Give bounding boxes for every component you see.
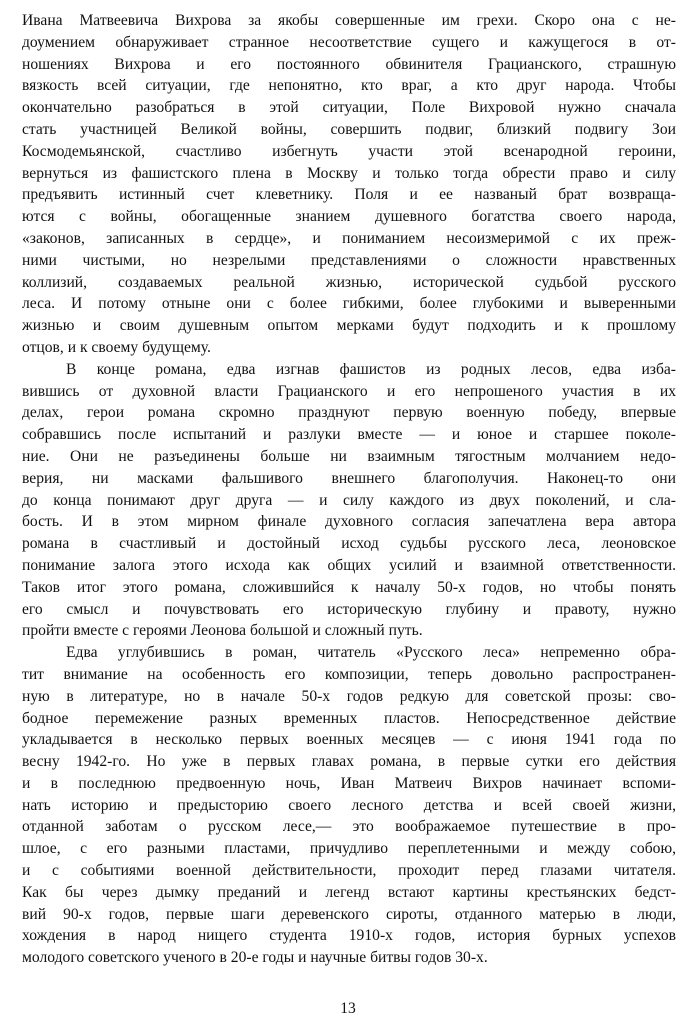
body-text — [22, 10, 676, 969]
text-line: стать участницей Великой войны, совершить подвиг, близкий подвигу Зои — [22, 120, 676, 138]
text-line: жизнью и своим душевным опытом мерками будут подходить и к прошлому — [22, 317, 676, 335]
page-number: 13 — [340, 1000, 356, 1017]
text-line: Как бы через дымку преданий и легенд встают картины крестьянских бедст- — [22, 883, 676, 901]
text-line: «законов, записанных в сердце», и пониманием несоизмеримой с их преж- — [22, 229, 676, 247]
text-line: бодное перемежение разных временных пластов. Непосредственное действие — [22, 709, 676, 727]
text-line: укладывается в несколько первых военных месяцев — с июня 1941 года по — [22, 731, 676, 749]
paragraph — [22, 10, 676, 359]
text-line: предъявить истинный счет клеветнику. Поля и ее названый брат возвраща- — [22, 186, 676, 204]
text-line: доумением обнаруживает странное несоответствие сущего и кажущегося в от- — [22, 33, 676, 51]
text-line: верия, ни масками фальшивого внешнего благополучия. Наконец-то они — [22, 469, 676, 487]
text-line: Таков итог этого романа, сложившийся к началу 50-х годов, но чтобы понять — [22, 578, 676, 596]
text-line: Космодемьянской, счастливо избегнуть участи этой всенародной героини, — [22, 142, 676, 160]
text-line: отданной заботам о русском лесе,— это воображаемое путешествие в про- — [22, 818, 676, 836]
text-line: В конце романа, едва изгнав фашистов из родных лесов, едва изба- — [66, 360, 676, 378]
text-line: ними чистыми, но незрелыми представлениями о сложности нравственных — [22, 251, 676, 269]
paragraph — [22, 359, 676, 642]
text-line: ношениях Вихрова и его постоянного обвинителя Грацианского, страшную — [22, 55, 676, 73]
text-line: леса. И потому отныне они с более гибкими, более глубокими и выверенными — [22, 295, 676, 313]
text-line: понимание залога этого исхода как общих усилий и взаимной ответственности. — [22, 556, 676, 574]
text-line: делах, герои романа скромно празднуют первую военную победу, впервые — [22, 404, 676, 422]
text-line: Едва углубившись в роман, читатель «Русского леса» непременно обра- — [66, 644, 676, 662]
text-line: ную в литературе, но в начале 50-х годов редкую для советской прозы: сво- — [22, 687, 676, 705]
text-line: до конца понимают друг друга — и силу каждого из двух поколений, и сла- — [22, 491, 676, 509]
text-line: вязкость всей ситуации, где непонятно, кто враг, а кто друг народа. Чтобы — [22, 77, 676, 95]
text-line: собравшись после испытаний и разлуки вместе — и юное и старшее поколе- — [22, 426, 676, 444]
text-line: вившись от духовной власти Грацианского и его непрошеного участия в их — [22, 382, 676, 400]
text-line: вий 90-х годов, первые шаги деревенского сироты, отданного матерью в люди, — [22, 905, 676, 923]
text-line: тит внимание на особенность его композиции, теперь довольно распространен- — [22, 665, 676, 683]
text-line: и в последнюю предвоенную ночь, Иван Матвеич Вихров начинает вспоми- — [22, 774, 676, 792]
text-line: романа в счастливый и достойный исход судьбы русского леса, леоновское — [22, 535, 676, 553]
text-line: нать историю и предысторию своего лесного детства и всей своей жизни, — [22, 796, 676, 814]
text-line: отцов, и к своему будущему. — [22, 338, 211, 356]
text-line: хождения в народ нищего студента 1910-х годов, история бурных успехов — [22, 927, 676, 945]
text-line: молодого советского ученого в 20-е годы и научные битвы годов 30-х. — [22, 949, 488, 967]
text-line: бость. И в этом мирном финале духовного согласия запечатлена вера автора — [22, 513, 676, 531]
text-line: весну 1942-го. Но уже в первых главах романа, в первые сутки его действия — [22, 753, 676, 771]
paragraph — [22, 642, 676, 969]
text-line: шлое, с его разными пластами, причудливо переплетенными и между собою, — [22, 840, 676, 858]
text-line: ются с войны, обогащенные знанием душевного богатства своего народа, — [22, 208, 676, 226]
text-line: Ивана Матвеевича Вихрова за якобы совершенные им грехи. Скоро она с не- — [22, 12, 676, 29]
text-line: его смысл и почувствовать его историческую глубину и правоту, нужно — [22, 600, 676, 618]
text-line: ние. Они не разъединены больше ни взаимным тягостным молчанием недо- — [22, 447, 676, 465]
text-line: окончательно разобраться в этой ситуации, Поле Вихровой нужно сначала — [22, 99, 676, 117]
text-line: пройти вместе с героями Леонова большой и сложный путь. — [22, 622, 423, 640]
text-line: коллизий, создаваемых реальной жизнью, исторической судьбой русского — [22, 273, 676, 291]
text-line: и с событиями военной действительности, проходит перед глазами читателя. — [22, 862, 676, 880]
text-line: вернуться из фашистского плена в Москву и только тогда обрести право и силу — [22, 164, 676, 182]
